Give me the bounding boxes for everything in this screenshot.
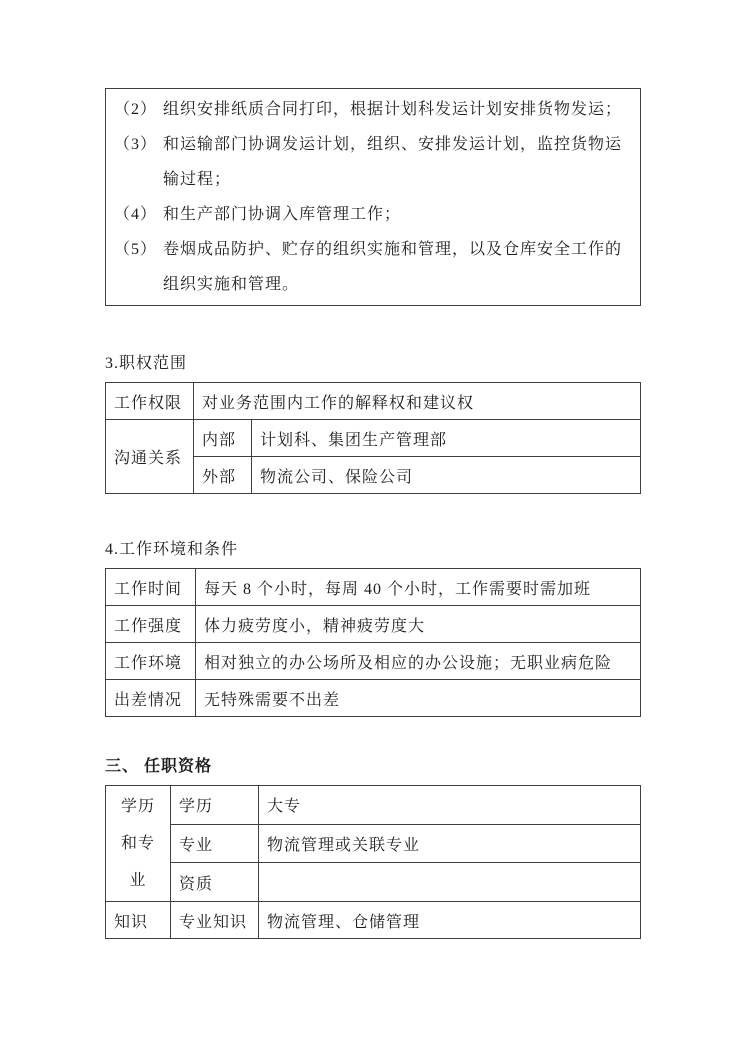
internal-value: 计划科、集团生产管理部: [252, 420, 641, 457]
degree-label: 学历: [171, 786, 259, 825]
table-row: [106, 569, 641, 606]
internal-label: 内部: [194, 420, 252, 457]
professional-knowledge-value: 物流管理、仓储管理: [259, 902, 641, 939]
certification-label: 资质: [171, 863, 259, 902]
certification-value: [259, 863, 641, 902]
qualification-table: [105, 785, 641, 939]
education-group-label: 学历和专业: [106, 786, 171, 902]
major-label: 专业: [171, 824, 259, 863]
professional-knowledge-label: 专业知识: [171, 902, 259, 939]
duty-number: （5）: [114, 241, 158, 258]
work-hours-label: 工作时间: [106, 569, 196, 606]
work-environment-label: 工作环境: [106, 643, 196, 680]
duty-text: 组织安排纸质合同打印，根据计划科发运计划安排货物发运；: [163, 101, 623, 118]
duty-number: （2）: [114, 101, 158, 118]
knowledge-group-label: 知识: [106, 902, 171, 939]
duty-item-2: [114, 92, 634, 127]
communication-label: 沟通关系: [106, 420, 194, 494]
table-row: [106, 863, 641, 902]
section-heading-authority: 3.职权范围: [105, 355, 188, 372]
major-value: 物流管理或关联专业: [259, 824, 641, 863]
travel-value: 无特殊需要不出差: [196, 680, 641, 717]
duty-item-5: [114, 232, 634, 302]
duty-text: 卷烟成品防护、贮存的组织实施和管理，以及仓库安全工作的组织实施和管理。: [163, 241, 623, 293]
duty-number: （4）: [114, 206, 158, 223]
table-row: [106, 383, 641, 420]
duty-text: 和生产部门协调入库管理工作；: [163, 206, 402, 223]
table-row: [106, 786, 641, 825]
authority-table: [105, 382, 641, 494]
duty-item-3: [114, 127, 634, 197]
work-authority-label: 工作权限: [106, 383, 194, 420]
external-label: 外部: [194, 457, 252, 494]
table-row: [106, 902, 641, 939]
work-intensity-value: 体力疲劳度小，精神疲劳度大: [196, 606, 641, 643]
degree-value: 大专: [259, 786, 641, 825]
external-value: 物流公司、保险公司: [252, 457, 641, 494]
table-row: [106, 680, 641, 717]
table-row: [106, 420, 641, 457]
duty-number: （3）: [114, 136, 158, 153]
table-row: [106, 824, 641, 863]
work-authority-value: 对业务范围内工作的解释权和建议权: [194, 383, 641, 420]
work-intensity-label: 工作强度: [106, 606, 196, 643]
section-heading-environment: 4.工作环境和条件: [105, 541, 239, 558]
table-row: [106, 643, 641, 680]
environment-table: [105, 568, 641, 717]
table-row: [106, 606, 641, 643]
document-page: [105, 0, 641, 939]
duty-item-4: [114, 197, 634, 232]
section-heading-qualification: 三、 任职资格: [105, 758, 213, 775]
duty-text: 和运输部门协调发运计划，组织、安排发运计划，监控货物运输过程；: [163, 136, 623, 188]
duties-box: [105, 88, 641, 306]
work-hours-value: 每天 8 个小时，每周 40 个小时，工作需要时需加班: [196, 569, 641, 606]
travel-label: 出差情况: [106, 680, 196, 717]
work-environment-value: 相对独立的办公场所及相应的办公设施；无职业病危险: [196, 643, 641, 680]
